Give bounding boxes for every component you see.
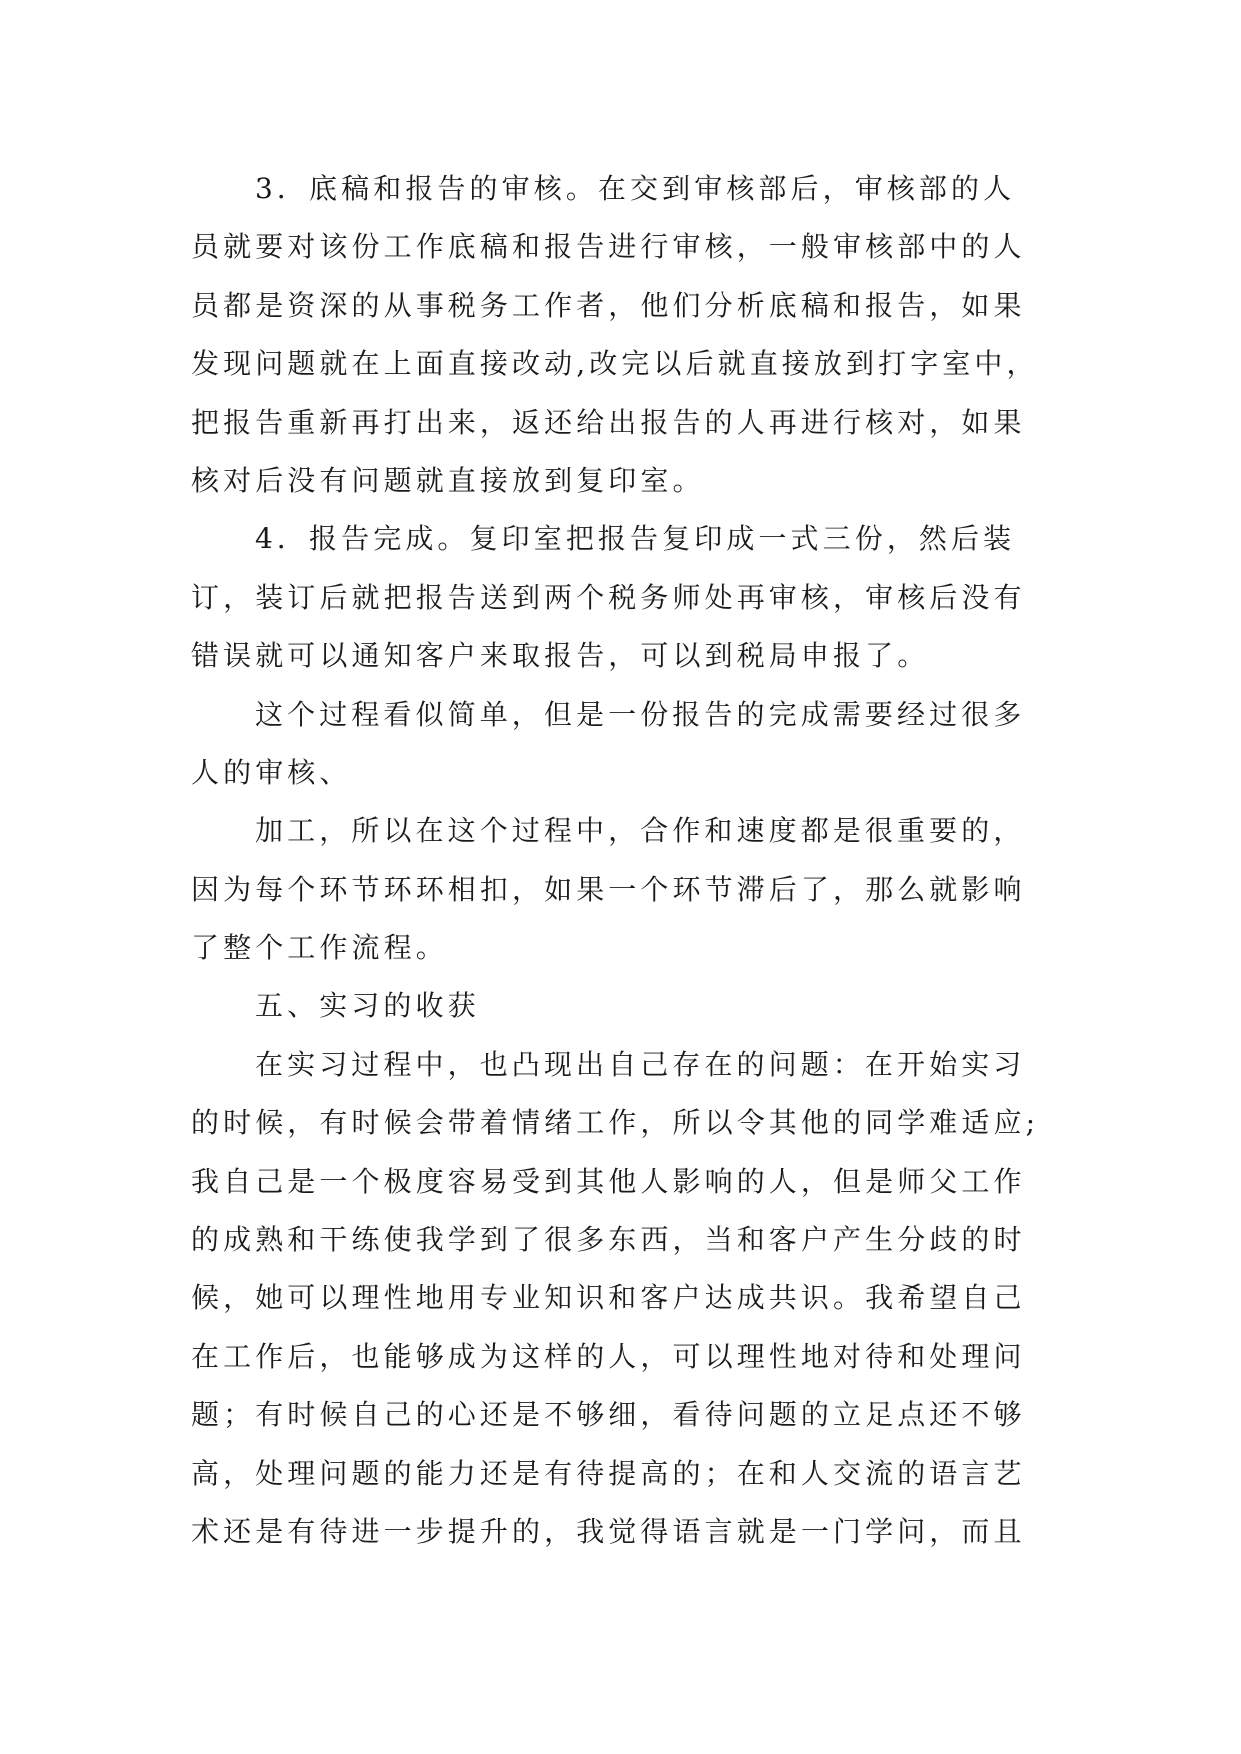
- paragraph-line: 的成熟和干练使我学到了很多东西，当和客户产生分歧的时: [191, 1223, 1026, 1257]
- paragraph-line: 因为每个环节环环相扣，如果一个环节滞后了，那么就影响: [191, 872, 1026, 906]
- paragraph-line: 我自己是一个极度容易受到其他人影响的人，但是师父工作: [191, 1164, 1026, 1198]
- paragraph-line: 把报告重新再打出来，返还给出报告的人再进行核对，如果: [191, 405, 1026, 439]
- paragraph-line: 术还是有待进一步提升的，我觉得语言就是一门学问，而且: [191, 1514, 1026, 1548]
- paragraph-line: 4．报告完成。复印室把报告复印成一式三份，然后装: [255, 522, 1016, 556]
- paragraph-line: 核对后没有问题就直接放到复印室。: [191, 463, 705, 497]
- paragraph-line: 加工，所以在这个过程中，合作和速度都是很重要的，: [255, 814, 1026, 848]
- paragraph-line: 候，她可以理性地用专业知识和客户达成共识。我希望自己: [191, 1281, 1026, 1315]
- paragraph-line: 人的审核、: [191, 755, 352, 789]
- paragraph-line: 3．底稿和报告的审核。在交到审核部后，审核部的人: [255, 172, 1016, 205]
- paragraph-line: 这个过程看似简单，但是一份报告的完成需要经过很多: [255, 697, 1026, 731]
- paragraph-line: 在实习过程中，也凸现出自己存在的问题：在开始实习: [255, 1047, 1026, 1081]
- paragraph-line: 错误就可以通知客户来取报告，可以到税局申报了。: [191, 639, 930, 673]
- paragraph-line: 员都是资深的从事税务工作者，他们分析底稿和报告，如果: [191, 288, 1026, 322]
- paragraph-line: 发现问题就在上面直接改动,改完以后就直接放到打字室中，: [191, 347, 1039, 381]
- paragraph-line: 订，装订后就把报告送到两个税务师处再审核，审核后没有: [191, 580, 1026, 614]
- paragraph-line: 在工作后，也能够成为这样的人，可以理性地对待和处理问: [191, 1339, 1026, 1373]
- paragraph-line: 题；有时候自己的心还是不够细，看待问题的立足点还不够: [191, 1398, 1026, 1432]
- body-text: [191, 160, 1061, 1561]
- paragraph-line: 高，处理问题的能力还是有待提高的；在和人交流的语言艺: [191, 1456, 1026, 1490]
- section-heading: 五、实习的收获: [255, 989, 480, 1023]
- paragraph-line: 了整个工作流程。: [191, 931, 448, 965]
- paragraph-line: 员就要对该份工作底稿和报告进行审核，一般审核部中的人: [191, 230, 1026, 264]
- paragraph-line: 的时候，有时候会带着情绪工作，所以令其他的同学难适应;: [191, 1106, 1040, 1140]
